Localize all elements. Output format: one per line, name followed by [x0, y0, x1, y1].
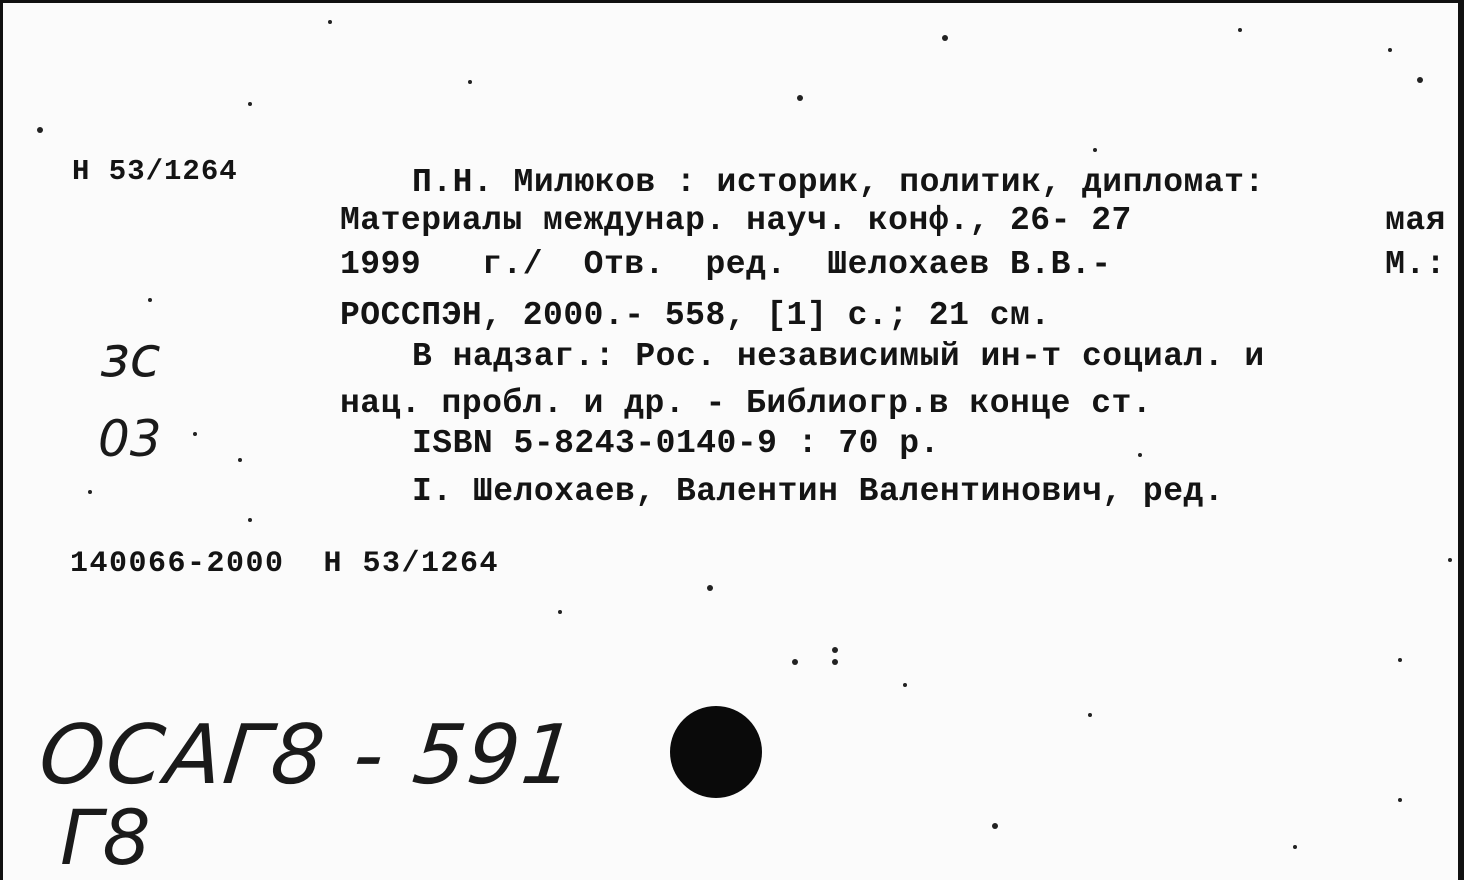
- entry-line-2-right: мая: [1385, 202, 1446, 239]
- entry-note-line-2: нац. пробл. и др. - Библиогр.в конце ст.: [340, 385, 1153, 422]
- entry-added-entry: I. Шелохаев, Валентин Валентинович, ред.: [412, 473, 1225, 510]
- entry-line-3-left: 1999 г./ Отв. ред. Шелохаев В.В.-: [340, 246, 1112, 283]
- entry-line-2-left: Материалы междунар. науч. конф., 26- 27: [340, 202, 1132, 239]
- entry-note-line-1: В надзаг.: Рос. независимый ин-т социал. и: [412, 338, 1265, 375]
- entry-isbn: ISBN 5-8243-0140-9 : 70 р.: [412, 425, 940, 462]
- entry-line-3: [340, 248, 1446, 281]
- handwritten-mark-1: зс: [100, 325, 161, 390]
- handwritten-shelf-mark: ОСАГ8 - 591: [35, 708, 582, 803]
- call-number: Н 53/1264: [72, 155, 238, 188]
- handwritten-mark-2: 03: [98, 410, 162, 468]
- entry-line-2: [340, 204, 1446, 237]
- card-right-edge: [1458, 0, 1464, 880]
- card-top-edge: [0, 0, 1464, 3]
- entry-imprint-line: РОССПЭН, 2000.- 558, [1] с.; 21 см.: [340, 297, 1051, 334]
- punch-hole: [670, 706, 762, 798]
- card-left-edge: [0, 0, 3, 880]
- entry-title-line: П.Н. Милюков : историк, политик, дипломат:: [412, 164, 1265, 201]
- entry-line-3-right: М.:: [1385, 246, 1446, 283]
- handwritten-shelf-mark-2: Г8: [60, 793, 151, 880]
- card-footer-code: 140066-2000 Н 53/1264: [70, 547, 500, 581]
